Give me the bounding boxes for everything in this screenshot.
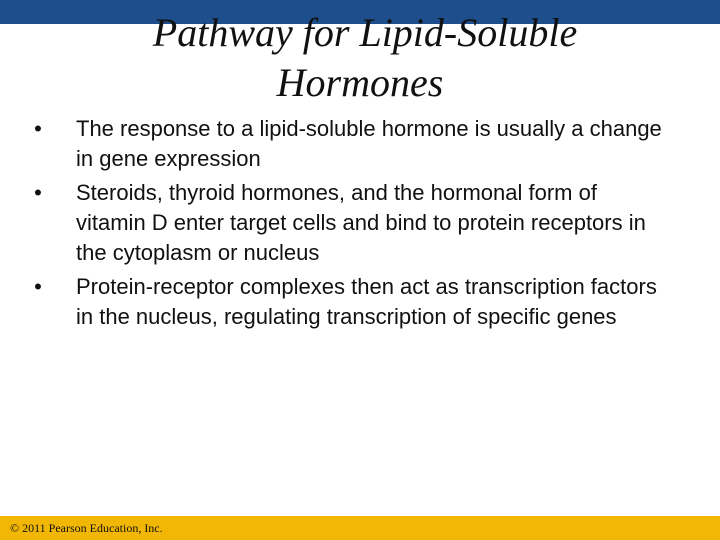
bullet-icon: • (34, 274, 42, 299)
bullet-item (28, 178, 668, 268)
bullet-item (28, 272, 668, 332)
slide-title-line-1: Pathway for Lipid-Soluble (152, 10, 578, 55)
bullet-list (28, 114, 668, 336)
copyright-footer: © 2011 Pearson Education, Inc. (10, 521, 163, 535)
bullet-text: The response to a lipid-soluble hormone is usually a change in gene expression (76, 116, 662, 171)
bullet-icon: • (34, 180, 42, 205)
bullet-item (28, 114, 668, 174)
bullet-icon: • (34, 116, 42, 141)
slide-title (0, 8, 720, 108)
bullet-text: Protein-receptor complexes then act as transcription factors in the nucleus, regulating transcription of specific genes (76, 274, 657, 329)
slide-title-line-2: Hormones (276, 60, 444, 105)
bullet-text: Steroids, thyroid hormones, and the hormonal form of vitamin D enter target cells and bind to protein receptors in the cytoplasm or nucleus (76, 180, 646, 265)
